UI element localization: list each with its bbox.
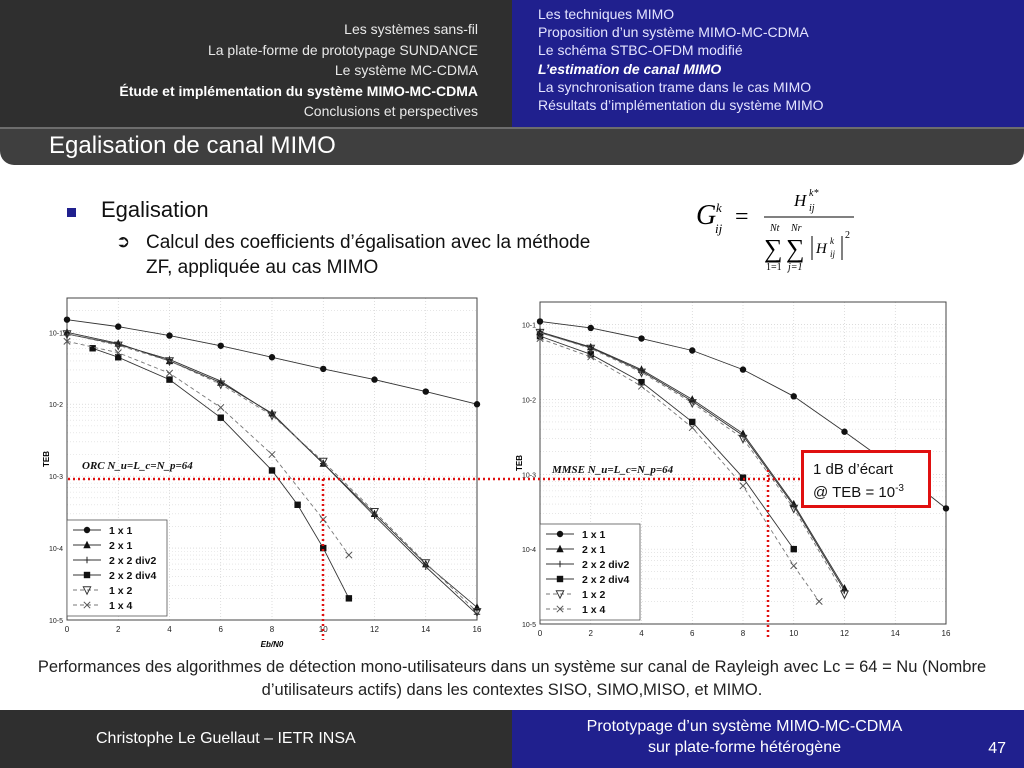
gap-annotation <box>801 450 931 508</box>
nav-item-estimation-canal[interactable]: L’estimation de canal MIMO <box>538 60 722 77</box>
y-tick-label: 10-3 <box>48 474 63 482</box>
footer-author: Christophe Le Guellaut – IETR INSA <box>96 730 356 747</box>
orc-ber-chart <box>40 292 500 654</box>
footer-left-panel <box>0 710 512 768</box>
data-point <box>588 325 594 331</box>
legend-label: 1 x 4 <box>582 604 606 616</box>
x-tick-label: 2 <box>116 625 121 634</box>
x-tick-label: 16 <box>941 629 951 638</box>
data-point <box>294 502 300 508</box>
data-point <box>218 414 224 420</box>
formula-lhs-symbol: G <box>696 200 717 231</box>
data-point <box>89 345 95 351</box>
section-outline-nav <box>538 5 824 114</box>
footer-right-panel <box>512 710 1024 768</box>
formula-num-symbol: H <box>794 191 807 210</box>
y-tick-label: 10-1 <box>521 322 536 330</box>
nav-item-synchronisation[interactable]: La synchronisation trame dans le cas MIMO <box>538 78 812 95</box>
data-point <box>740 366 746 372</box>
x-axis-label: Eb/N0 <box>260 640 284 649</box>
x-tick-label: 14 <box>421 625 431 634</box>
formula-lhs-sup: k <box>716 200 722 215</box>
data-point <box>423 388 429 394</box>
legend-marker <box>557 576 563 582</box>
x-tick-label: 8 <box>269 625 275 634</box>
data-point <box>689 419 695 425</box>
formula-sum1-bottom: 1=1 <box>766 262 782 273</box>
nav-item-sundance[interactable]: La plate-forme de prototypage SUNDANCE <box>207 41 478 58</box>
data-point <box>166 376 172 382</box>
nav-item-techniques-mimo[interactable]: Les techniques MIMO <box>538 6 675 22</box>
formula-equals: = <box>735 204 749 230</box>
nav-item-resultats[interactable]: Résultats d’implémentation du système MIMO <box>538 97 824 114</box>
x-tick-label: 6 <box>218 625 223 634</box>
legend-label: 1 x 2 <box>582 589 606 601</box>
data-point <box>166 332 172 338</box>
formula-power: 2 <box>845 230 850 241</box>
legend <box>540 524 640 620</box>
data-point <box>269 467 275 473</box>
legend-label: 2 x 2 div4 <box>109 570 157 582</box>
formula-sum1-top: Nt <box>770 223 780 234</box>
header-right-panel <box>512 0 1024 128</box>
x-tick-label: 14 <box>890 629 900 638</box>
formula-lhs-sub: ij <box>715 221 723 236</box>
y-tick-label: 10-3 <box>521 472 536 480</box>
legend-label: 2 x 1 <box>109 540 133 552</box>
legend-marker <box>557 531 563 537</box>
annotation-line2: @ TEB = $10^{-3}$ <box>813 483 904 501</box>
legend-label: 1 x 1 <box>109 525 133 537</box>
x-tick-label: 0 <box>64 625 70 634</box>
main-outline-nav <box>119 19 478 122</box>
nav-item-mimo-mc-cdma[interactable]: Étude et implémentation du système MIMO-MC-CDMA <box>119 82 478 99</box>
nav-item-conclusions[interactable]: Conclusions et perspectives <box>303 103 478 119</box>
data-point <box>791 546 797 552</box>
legend-marker <box>84 572 90 578</box>
data-point <box>320 545 326 551</box>
slide-title: Egalisation de canal MIMO <box>49 132 336 159</box>
data-point <box>740 474 746 480</box>
formula-sum2-bottom: j=1 <box>788 262 803 273</box>
nav-item-mc-cdma[interactable]: Le système MC-CDMA <box>334 62 478 78</box>
data-point <box>791 393 797 399</box>
legend-label: 2 x 1 <box>582 544 606 556</box>
annotation-line1: 1 dB d’écart <box>813 461 894 478</box>
x-tick-label: 16 <box>472 625 482 634</box>
data-point <box>474 401 480 407</box>
header-left-panel <box>0 0 512 128</box>
y-tick-label: 10-4 <box>48 546 63 554</box>
data-point <box>537 318 543 324</box>
legend-label: 1 x 4 <box>109 600 133 612</box>
formula-den-sup: k <box>830 236 834 246</box>
formula-den-symbol: H <box>816 241 827 257</box>
legend-label: 2 x 2 div2 <box>109 555 157 567</box>
data-point <box>115 323 121 329</box>
nav-item-stbc-ofdm[interactable]: Le schéma STBC-OFDM modifié <box>538 42 743 59</box>
formula-num-sup: k* <box>809 188 819 199</box>
title-band <box>0 127 1024 165</box>
legend <box>67 520 167 616</box>
legend-label: 2 x 2 div2 <box>582 559 630 571</box>
legend-label: 1 x 1 <box>582 529 606 541</box>
x-tick-label: 12 <box>840 629 849 638</box>
data-point <box>346 595 352 601</box>
y-tick-label: 10-4 <box>521 547 536 555</box>
zf-equalization-formula <box>690 176 890 276</box>
data-point <box>320 366 326 372</box>
chart-title: ORC N_u=L_c=N_p=64 <box>82 460 193 472</box>
data-point <box>64 316 70 322</box>
data-point <box>638 335 644 341</box>
x-tick-label: 12 <box>370 625 379 634</box>
data-point <box>943 505 949 511</box>
data-point <box>269 354 275 360</box>
y-tick-label: 10-2 <box>521 397 536 405</box>
bullet-main: Egalisation <box>101 197 209 222</box>
formula-sum2-top: Nr <box>791 223 802 234</box>
x-tick-label: 4 <box>167 625 172 634</box>
formula-sum1-icon: ∑ <box>764 234 783 263</box>
x-tick-label: 6 <box>690 629 695 638</box>
legend-marker <box>84 527 90 533</box>
x-tick-label: 8 <box>740 629 746 638</box>
legend-label: 1 x 2 <box>109 585 133 597</box>
formula-sum2-icon: ∑ <box>786 234 805 263</box>
chart-title: MMSE N_u=L_c=N_p=64 <box>552 464 674 476</box>
bullet-sub: Calcul des coefficients d’égalisation avec la méthode ZF, appliquée au cas MIMO <box>146 232 591 278</box>
figure-caption: Performances des algorithmes de détection mono-utilisateurs dans un système sur canal de Rayleigh avec Lc = 64 = Nu (Nombre d’utilisateurs actifs) dans les contextes SISO, SIMO,MISO, et MIMO. <box>37 658 987 699</box>
x-tick-label: 10 <box>318 625 328 634</box>
y-axis-label: TEB <box>42 451 51 467</box>
page-number: 47 <box>988 740 1006 757</box>
data-point <box>841 429 847 435</box>
nav-item-proposition[interactable]: Proposition d’un système MIMO-MC-CDMA <box>538 24 809 41</box>
x-tick-label: 0 <box>537 629 543 638</box>
data-point <box>689 347 695 353</box>
data-point <box>371 376 377 382</box>
y-tick-label: 10-5 <box>48 618 63 625</box>
x-tick-label: 2 <box>588 629 593 638</box>
y-tick-label: 10-2 <box>48 402 63 410</box>
legend-label: 2 x 2 div4 <box>582 574 630 586</box>
bullet-square-icon <box>67 208 76 217</box>
x-tick-label: 4 <box>639 629 644 638</box>
footer-title: Prototypage d’un système MIMO-MC-CDMA sur plate-forme hétérogène <box>586 718 903 756</box>
y-tick-label: 10-5 <box>521 622 536 629</box>
y-tick-label: 10-1 <box>48 330 63 338</box>
nav-item-systemes-sans-fil[interactable]: Les systèmes sans-fil <box>344 21 478 37</box>
x-tick-label: 10 <box>789 629 799 638</box>
y-axis-label: TEB <box>515 455 524 471</box>
formula-num-sub: ij <box>809 203 815 214</box>
data-point <box>218 343 224 349</box>
formula-den-sub: ij <box>830 249 836 259</box>
arrow-bullet-icon: ➲ <box>116 232 131 251</box>
